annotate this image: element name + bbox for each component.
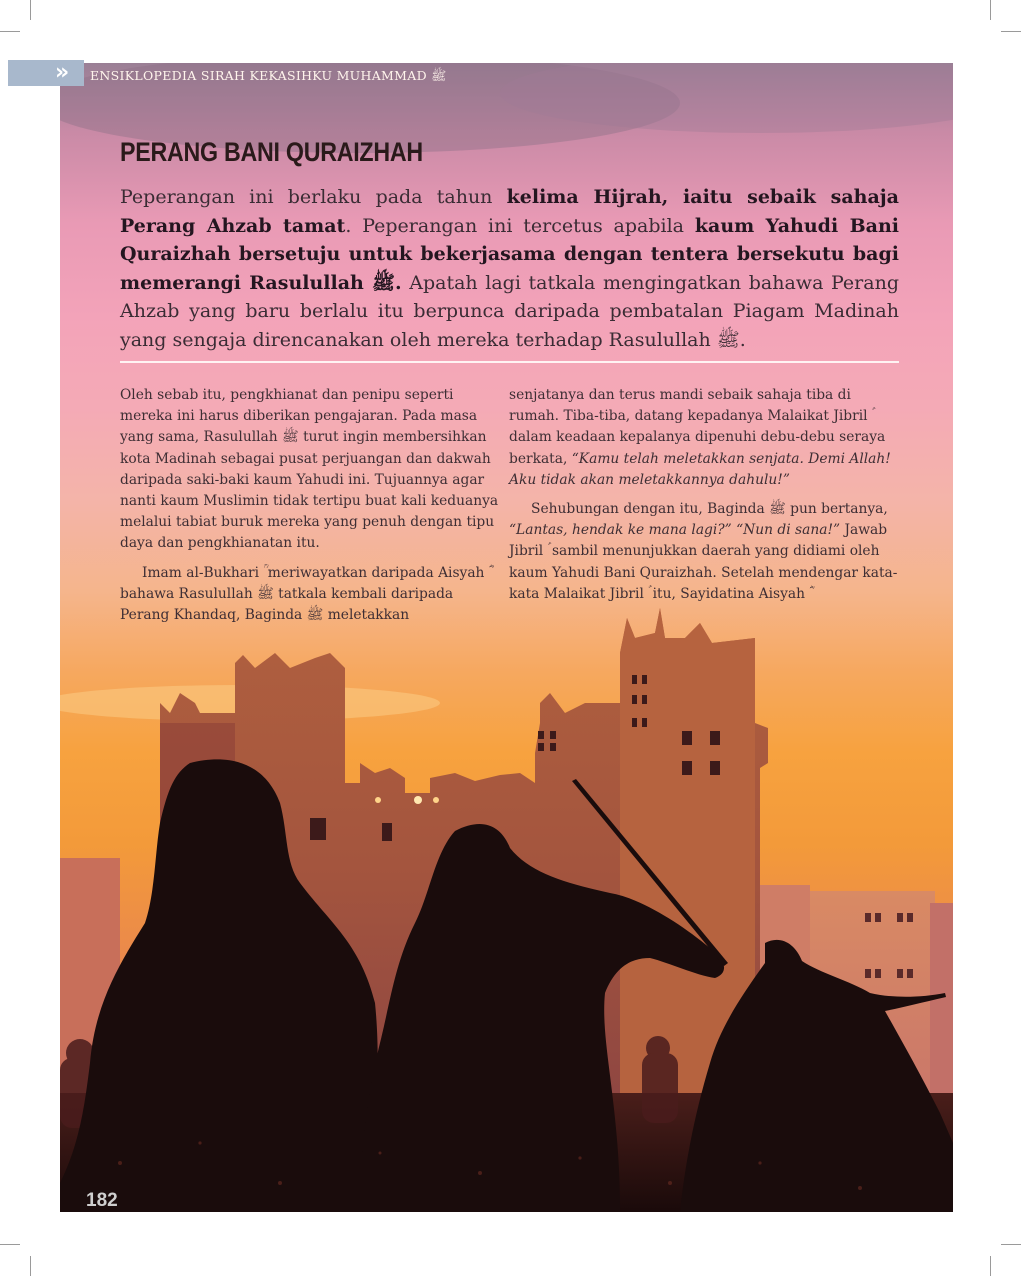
crop-mark [0,1244,20,1245]
divider [120,361,899,363]
crop-mark [0,31,20,32]
body-text: Sehubungan dengan itu, Baginda ﷺ pun bertanya, [531,501,888,518]
body-text: senjatanya dan terus mandi sebaik sahaja tiba di rumah. Tiba-tiba, datang kepadanya Malaikat Jibril ؑ dalam keadaan kepalanya dipenuhi debu-debu seraya berkata, [509,387,886,467]
crop-mark [30,0,31,20]
running-header: ENSIKLOPEDIA SIRAH KEKASIHKU MUHAMMAD ﷺ [90,68,447,83]
text-column-left [120,385,500,634]
text-column-right [509,385,901,613]
header-tab [8,60,84,86]
intro-bold: kelima Hijrah, iaitu sebaik sahaja Perang Ahzab tamat [120,186,899,237]
intro-bold: kaum Yahudi Bani Quraizhah bersetuju untuk bekerjasama dengan tentera bersekutu bagi memerangi Rasulullah ﷺ. [120,214,899,294]
intro-paragraph [120,183,899,354]
crop-mark [990,0,991,20]
page-title: PERANG BANI QURAIZHAH [120,137,423,167]
intro-text: . Peperangan ini tercetus apabila [345,214,695,237]
crop-mark [1001,1244,1021,1245]
crop-mark [30,1256,31,1276]
body-text: Jawab Jibril ؑ sambil menunjukkan daerah yang didiami oleh kaum Yahudi Bani Quraizhah. Setelah mendengar kata-kata Malaikat Jibril ؑ itu, Sayidatina Aisyah ؓ [509,522,898,602]
page-number: 182 [86,1190,118,1211]
double-chevron-right-icon: » [55,60,70,85]
body-paragraph [509,385,901,491]
crop-mark [990,1256,991,1276]
intro-text: Peperangan ini berlaku pada tahun [120,186,507,208]
crop-mark [1001,31,1021,32]
body-paragraph: Imam al-Bukhari ؒ meriwayatkan daripada Aisyah ؓ bahawa Rasulullah ﷺ tatkala kembali daripada Perang Khandaq, Baginda ﷺ meletakkan [120,564,489,624]
quote-text: “Kamu telah meletakkan senjata. Demi Allah! Aku tidak akan meletakkannya dahulu!” [509,450,891,488]
body-paragraph: Oleh sebab itu, pengkhianat dan penipu seperti mereka ini harus diberikan pengajaran. Pada masa yang sama, Rasulullah ﷺ turut ingin membersihkan kota Madinah sebagai pusat perjuangan dan dakwah daripada saki-baki kaum Yahudi ini. Tujuannya agar nanti kaum Muslimin tidak tertipu buat kali keduanya melalui tabiat buruk mereka yang penuh dengan tipu daya dan pengkhianatan itu. [120,387,499,552]
quote-text: “Lantas, hendak ke mana lagi?” “Nun di sana!” [509,522,841,539]
body-paragraph [509,499,901,605]
intro-text: Apatah lagi tatkala mengingatkan bahawa Perang Ahzab yang baru berlalu itu berpunca daripada pembatalan Piagam Madinah yang sengaja direncanakan oleh mereka terhadap Rasulullah ﷺ. [120,271,899,351]
